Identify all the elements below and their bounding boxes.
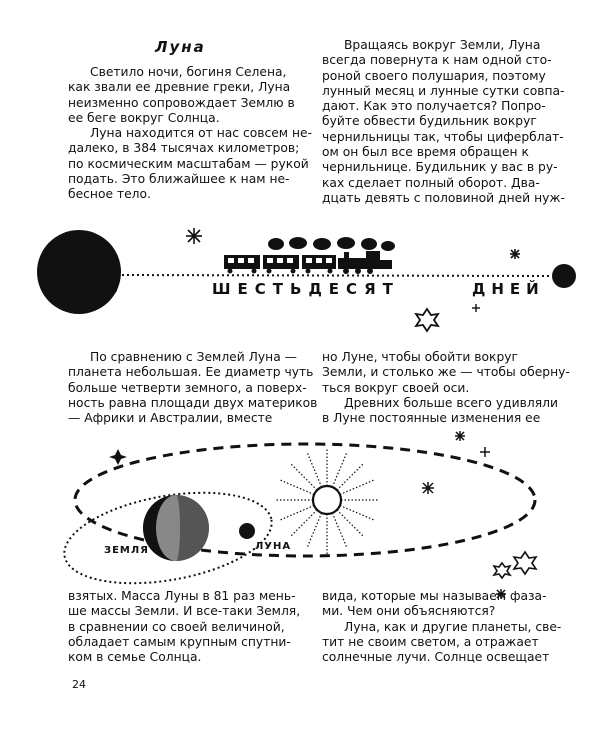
text-line: тит не своим светом, а отражает [322,634,539,649]
text-line: в Луне постоянные изменения ее [322,411,541,426]
moon-label: ЛУНА [255,541,292,552]
text-line: всегда повернута к нам одной сто- [322,53,552,68]
text-line: подать. Это ближайшее к нам не- [68,172,290,187]
earth-label: ЗЕМЛЯ [104,545,149,556]
text-line: Вращаясь вокруг Земли, Луна [344,38,541,52]
text-line: ться вокруг своей оси. [322,380,470,395]
caption-word: ДНЕЙ [472,280,545,298]
text-line: неизменно сопровождает Землю в [68,95,295,110]
text-line: чернильнице. Будильник у вас в ру- [322,160,558,175]
text-line: роной своего полушария, поэтому [322,68,546,83]
text-line: солнечные лучи. Солнце освещает [322,650,550,665]
caption-word: ШЕСТЬДЕСЯТ [212,280,400,298]
text-line: планета небольшая. Ее диаметр чуть [68,365,314,380]
text-line: — Африки и Австралии, вместе [68,411,273,426]
text-line: дают. Как это получается? Попро- [322,99,546,114]
text-line: Луна находится от нас совсем не- [90,126,313,141]
text-line: По сравнению с Землей Луна — [90,350,297,364]
page-number: 24 [72,678,86,691]
text-line: дцать девять с половиной дней нуж- [322,190,565,205]
text-line: бесное тело. [68,187,151,202]
text-line: по космическим масштабам — рукой [68,156,309,171]
star-icon [514,552,536,574]
text-line: ми. Чем они объясняются? [322,604,496,619]
text-line: больше четверти земного, а поверх- [68,380,307,395]
text-line: ее беге вокруг Солнца. [68,110,220,125]
sun-disc [313,486,341,514]
text-line: обладает самым крупным спутни- [68,634,291,649]
text-line: в сравнении со своей величиной, [68,619,285,634]
text-line: лунный месяц и лунные сутки совпа- [322,83,565,98]
text-line: Луна, как и другие планеты, све- [344,619,562,634]
star-icon [109,449,127,465]
star-icon [494,563,510,578]
text-line: вида, которые мы называем фаза- [322,589,547,603]
star-icon [455,431,465,441]
text-line: ках сделает полный оборот. Два- [322,175,540,190]
text-line: чернильницы так, чтобы циферблат- [322,129,564,144]
star-icon [422,482,434,494]
text-line: ком в семье Солнца. [68,650,202,665]
text-line: но Луне, чтобы обойти вокруг [322,350,518,364]
text-line: как звали ее древние греки, Луна [68,80,291,95]
text-line: ность равна площади двух материков [68,395,318,410]
text-line: Земли, и столько же — чтобы оберну- [322,365,570,380]
caption-word: СТО [82,280,119,298]
text-line: Древних больше всего удивляли [344,395,558,410]
text-line: ше массы Земли. И все-таки Земля, [68,604,301,619]
page-title: Луна [155,38,206,56]
moon-disc [239,523,255,539]
text-line: буйте обвести будильник вокруг [322,114,537,129]
star-icon [480,447,490,457]
col2-bottom-text [322,589,561,665]
col1-bottom-text [68,589,300,665]
text-line: взятых. Масса Луны в 81 раз мень- [68,589,296,603]
text-line: далеко, в 384 тысячах километров; [68,141,300,156]
text-line: Светило ночи, богиня Селена, [90,65,287,79]
text-line: ом он был все время обращен к [322,145,529,160]
